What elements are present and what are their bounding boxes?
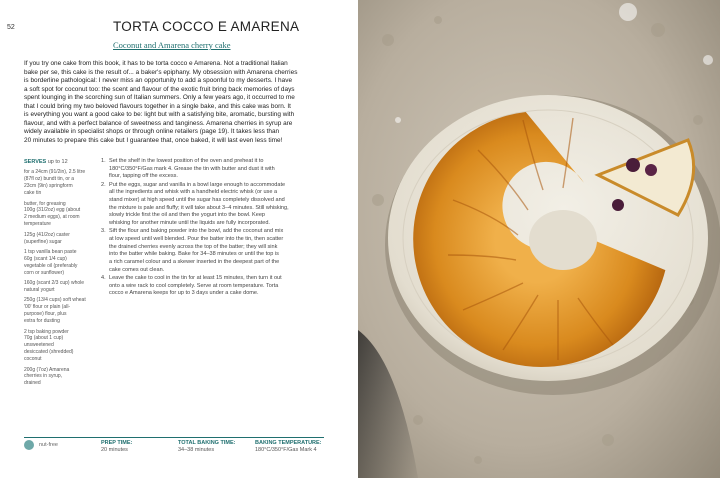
ingredient-line: coconut	[24, 356, 42, 363]
method-step	[101, 228, 323, 274]
ingredient-line: natural yogurt	[24, 287, 55, 293]
ingredient-line: purpose) flour, plus	[24, 311, 67, 318]
nut-free-label: nut-free	[39, 442, 58, 448]
method-steps	[101, 158, 323, 299]
recipe-page	[0, 0, 358, 478]
serves-label: SERVES	[24, 159, 47, 165]
step-line: Sift the flour and baking powder into the bowl, add the coconut and mix	[109, 228, 284, 235]
recipe-title: TORTA COCCO E AMARENA	[113, 19, 300, 34]
ingredient-group	[24, 329, 96, 364]
intro-line: spent lounging in the scorching sun of Italian summers. Only a few years ago, it occurred to me	[24, 94, 295, 102]
prep-time	[101, 440, 132, 454]
intro-line: a soft spot for coconut too: the scent and flavour of the exotic fruit bring back memories of days	[24, 85, 295, 93]
ingredient-line: for a 24cm (91/2in), 2.5 litre	[24, 169, 86, 176]
ingredient-line: 1 tsp vanilla bean paste	[24, 248, 77, 255]
intro-line: bake per se, this cake is the result of... a baker's epiphany. My obsession with Amarena cherries	[24, 68, 298, 76]
ingredient-line: drained	[24, 380, 41, 387]
intro-line: flavour, and with a perfect balance of sweetness and tanginess. Amarena cherries in syrup are	[24, 119, 293, 127]
step-number: 4.	[101, 275, 106, 282]
ingredient-line: butter, for greasing	[24, 200, 66, 207]
serves-value: up to 12	[47, 159, 68, 165]
baking-temperature-label: BAKING TEMPERATURE:	[255, 440, 322, 446]
ingredient-line: 2 tsp baking powder	[24, 328, 69, 335]
intro-line: If you try one cake from this book, it has to be torta cocco e Amarena. Not a traditional Italian	[24, 60, 288, 67]
step-line: cocco e Amarena keeps for up to 3 days under a cake dome.	[109, 290, 259, 297]
page-number: 52	[7, 24, 15, 31]
step-line: cake comes out clean.	[109, 266, 165, 273]
step-line: onto a wire rack to cool completely. Serve at room temperature. Torta	[109, 282, 279, 289]
ingredient-line: 160g (scant 2/3 cup) whole	[24, 280, 85, 287]
step-line: Put the eggs, sugar and vanilla in a bowl large enough to accommodate	[109, 181, 286, 188]
step-line: all the ingredients and whisk with a handheld electric whisk (or use a	[109, 189, 278, 196]
footer-divider	[24, 437, 324, 438]
baking-temperature-value: 180°C/350°F/Gas Mark 4	[255, 447, 317, 453]
cake-photo	[358, 0, 720, 478]
intro-line: is borderline pathological: I never miss an opportunity to add a spoonful to my desserts. I have	[24, 77, 293, 85]
ingredient-line: 200g (7oz) Amarena	[24, 366, 70, 373]
step-number: 2.	[101, 181, 106, 188]
ingredient-line: (superfine) sugar	[24, 238, 62, 245]
baking-time-value: 34–38 minutes	[178, 447, 215, 453]
step-line: the mixture is pale and fluffy; it will take about 3–4 minutes. Still whisking,	[109, 204, 289, 211]
prep-time-value: 20 minutes	[101, 447, 128, 453]
intro-line: that I could bring my two beloved flavours together in a single bake, and this cake was born. It	[24, 102, 291, 110]
ingredient-group	[24, 169, 96, 197]
ingredient-line: (87fl oz) bundt tin, or a	[24, 176, 75, 183]
ingredient-line: '00' flour or plain (all-	[24, 304, 71, 311]
ingredient-group	[24, 280, 96, 294]
ingredient-group	[24, 232, 96, 246]
ingredient-line: 125g (41/2oz) caster	[24, 231, 70, 238]
step-number: 3.	[101, 228, 106, 235]
intro-line: 20 minutes to prepare this cake but I guarantee that, once baked, it will last even less time!	[24, 136, 283, 144]
ingredient-line: 100g (31/2oz) egg (about	[24, 207, 81, 214]
ingredient-line: 23cm (9in) springform	[24, 183, 73, 190]
serves-heading	[24, 159, 96, 166]
method-step	[101, 275, 323, 298]
recipe-subtitle: Coconut and Amarena cherry cake	[113, 40, 231, 50]
ingredient-line: vegetable oil (preferably	[24, 262, 78, 269]
ingredient-group	[24, 201, 96, 229]
ingredient-line: 2 medium eggs), at room	[24, 214, 80, 221]
baking-time-label: TOTAL BAKING TIME:	[178, 440, 236, 446]
ingredient-line: extra for dusting	[24, 318, 60, 325]
step-line: the drained cherries evenly across the top of the batter; they will sink	[109, 243, 278, 250]
step-line: Leave the cake to cool in the tin for at least 15 minutes, then turn it out	[109, 275, 282, 282]
ingredient-group	[24, 367, 96, 388]
step-line: 180°C/350°F/Gas mark 4. Grease the tin with butter and dust it with	[109, 165, 275, 172]
step-line: a rich caramel colour and a skewer inserted in the deepest part of the	[109, 259, 280, 266]
nut-free-icon	[24, 440, 34, 450]
intro-line: is everything you want a good cake to be: light but with a satisfying bite, aromatic, bursting with	[24, 111, 295, 119]
ingredient-line: cake tin	[24, 190, 42, 197]
method-step	[101, 158, 323, 181]
baking-temperature	[255, 440, 322, 454]
method-step	[101, 182, 323, 228]
step-line: Set the shelf in the lowest position of the oven and preheat it to	[109, 158, 264, 164]
prep-time-label: PREP TIME:	[101, 440, 133, 446]
ingredient-line: corn or sunflower)	[24, 269, 65, 276]
step-line: at low speed until well blended. Pour the batter into the tin, then scatter	[109, 236, 284, 243]
intro-line: widely available in specialist shops or through online retailers (page 19). It takes less than	[24, 128, 280, 136]
step-line: whisking for another minute until the liquids are fully incorporated.	[109, 220, 270, 227]
ingredients-column	[24, 159, 96, 391]
ingredient-line: desiccated (shredded)	[24, 349, 74, 356]
ingredient-line: temperature	[24, 221, 51, 228]
step-line: slowly trickle first the oil and then the yogurt into the bowl. Keep	[109, 212, 266, 219]
step-number: 1.	[101, 158, 106, 164]
baking-time	[178, 440, 235, 454]
ingredient-line: unsweetened	[24, 342, 54, 349]
ingredient-group	[24, 249, 96, 277]
intro-paragraph	[24, 60, 336, 145]
ingredient-line: 250g (13/4 cups) soft wheat	[24, 297, 86, 304]
ingredient-line: 60g (scant 1/4 cup)	[24, 255, 67, 262]
ingredient-line: 70g (about 1 cup)	[24, 335, 64, 342]
ingredient-line: cherries in syrup,	[24, 373, 63, 380]
step-line: into the batter while baking. Bake for 34–38 minutes or until the top is	[109, 251, 279, 258]
step-line: flour, tapping off the excess.	[109, 173, 178, 180]
cake-photo-illustration	[358, 0, 720, 478]
step-line: stand mixer) at high speed until the sugar has completely dissolved and	[109, 197, 285, 204]
ingredient-group	[24, 297, 96, 325]
